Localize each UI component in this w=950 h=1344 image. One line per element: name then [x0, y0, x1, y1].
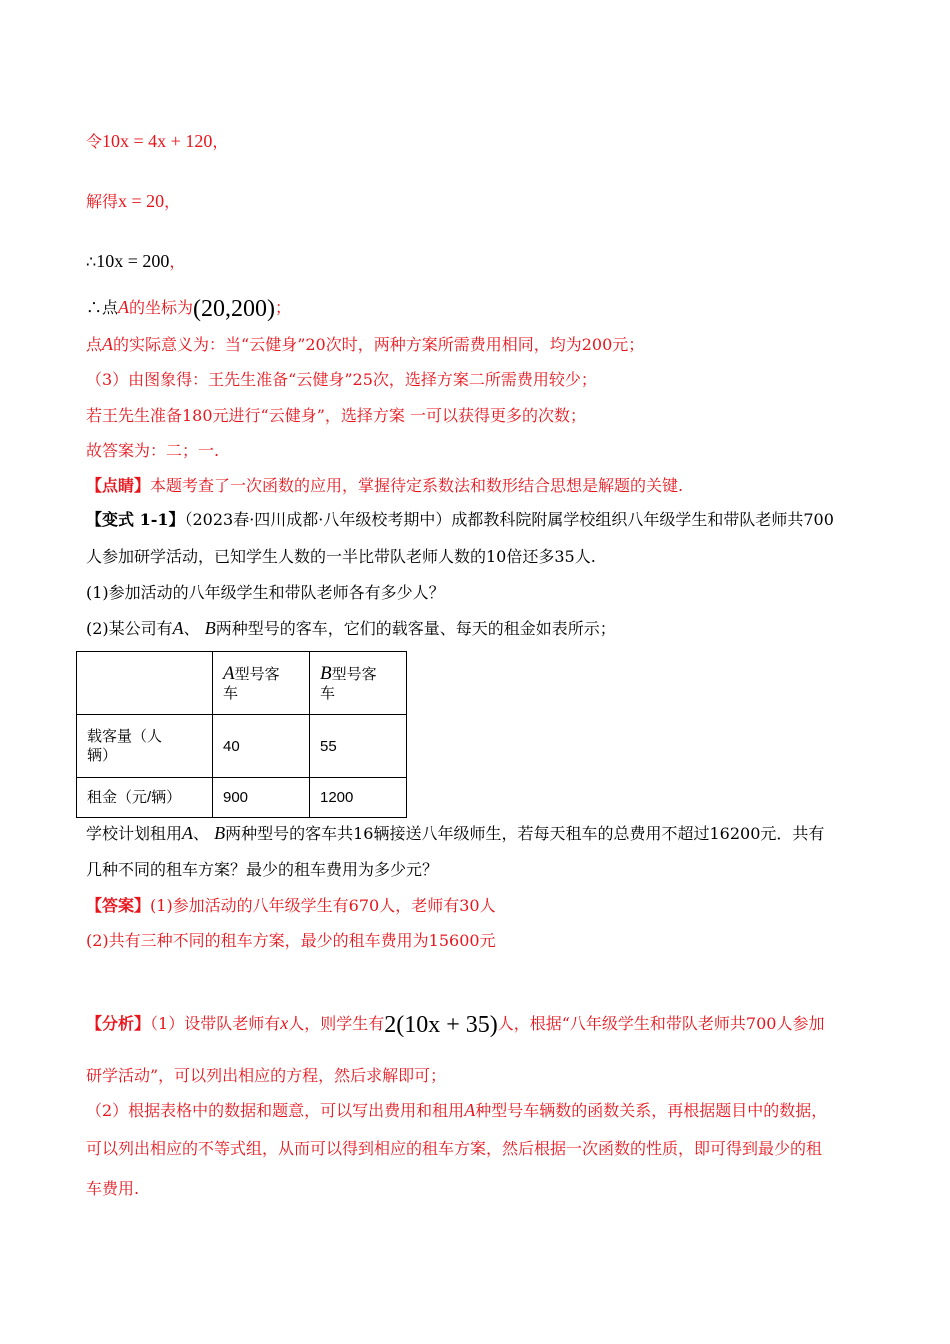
- text: ，: [164, 192, 181, 211]
- text: 载客量（人: [87, 728, 163, 745]
- text: 辆）: [87, 747, 118, 764]
- point-var: A: [102, 334, 114, 354]
- variant-text: （2023春·四川成都·八年级校考期中）成都教科院附属学校组织八年级学生和带队老师共700: [184, 510, 834, 529]
- answer-text: (1)参加活动的八年级学生有670人，老师有30人: [150, 896, 496, 915]
- table-row: [77, 778, 407, 818]
- solution-line-2: [86, 190, 180, 213]
- text: 的坐标为: [129, 298, 194, 317]
- solution-line-8: 故答案为：二；一.: [86, 441, 220, 460]
- analysis-line-3: [86, 1099, 827, 1122]
- comment-text: 本题考查了一次函数的应用，掌握待定系数法和数形结合思想是解题的关键.: [150, 476, 684, 495]
- question-1: (1)参加活动的八年级学生和带队老师各有多少人？: [86, 583, 445, 602]
- table-cell: 1200: [310, 778, 407, 818]
- comment-tag: 【点睛】: [86, 476, 151, 495]
- var-a: A: [223, 662, 235, 684]
- text: 、: [193, 824, 210, 843]
- answer-line-1: [86, 895, 496, 917]
- solution-line-1: [86, 130, 228, 153]
- table-header-b: [310, 652, 407, 715]
- therefore-text: ∴点: [86, 298, 119, 317]
- text: 人，根据“八年级学生和带队老师共700人参加: [497, 1014, 825, 1033]
- text: 解得: [86, 192, 119, 211]
- text: ，: [212, 132, 229, 151]
- var-b: B: [204, 618, 216, 638]
- text: 型号客: [331, 665, 377, 683]
- table-cell: 900: [213, 778, 310, 818]
- text: ；: [275, 298, 292, 317]
- analysis-line-2: 研学活动”，可以列出相应的方程，然后求解即可；: [86, 1066, 447, 1085]
- text: 车: [320, 684, 336, 702]
- analysis-line-1: [86, 1012, 824, 1036]
- table-cell-empty: [77, 652, 213, 715]
- analysis-line-5: 车费用.: [86, 1179, 140, 1198]
- table-cell: 40: [213, 715, 310, 778]
- variant-line-2: 人参加研学活动，已知学生人数的一半比带队老师人数的10倍还多35人.: [86, 547, 596, 566]
- question-2: [86, 617, 616, 640]
- equation: 10x = 4x + 120: [102, 131, 213, 151]
- text: 车: [223, 684, 239, 702]
- text: 令: [86, 132, 103, 151]
- text: 人，则学生有: [288, 1014, 385, 1033]
- comment-line: [86, 475, 683, 497]
- solution-line-4: [86, 296, 291, 320]
- table-row: [77, 715, 407, 778]
- equation: x = 20: [118, 191, 165, 211]
- var-a: A: [172, 618, 184, 638]
- text: 点: [86, 335, 103, 354]
- table-header-a: [213, 652, 310, 715]
- variant-line-1: [86, 509, 834, 531]
- point-var: A: [118, 297, 130, 317]
- analysis-line-4: 可以列出相应的不等式组，从而可以得到相应的租车方案，然后根据一次函数的性质，即可得到最少的租: [86, 1139, 823, 1158]
- answer-tag: 【答案】: [86, 896, 151, 915]
- expression: 2(10x + 35): [384, 1012, 498, 1038]
- solution-line-3: [86, 250, 185, 273]
- table-header-row: [77, 652, 407, 715]
- analysis-tag: 【分析】: [86, 1014, 151, 1033]
- after-table-line-1: [86, 822, 824, 845]
- answer-line-2: (2)共有三种不同的租车方案，最少的租车费用为15600元: [86, 931, 496, 950]
- equation: 10x = 200: [96, 251, 170, 271]
- text: 种型号车辆数的函数关系，再根据题目中的数据，: [475, 1101, 828, 1120]
- text: 学校计划租用: [86, 824, 183, 843]
- therefore-symbol: ∴: [86, 252, 97, 271]
- solution-line-6: （3）由图象得：王先生准备“云健身”25次，选择方案二所需费用较少；: [86, 370, 597, 389]
- rental-table: [76, 651, 407, 818]
- text: ，: [169, 252, 186, 271]
- var-x: x: [280, 1013, 289, 1033]
- after-table-line-2: 几种不同的租车方案？最少的租车费用为多少元？: [86, 860, 439, 879]
- var-a: A: [182, 823, 194, 843]
- solution-line-5: [86, 333, 644, 356]
- var-b: B: [320, 662, 332, 684]
- text: 的实际意义为：当“云健身”20次时，两种方案所需费用相同，均为200元；: [113, 335, 645, 354]
- variant-tag: 【变式 1-1】: [86, 510, 185, 529]
- text: （1）设带队老师有: [150, 1014, 281, 1033]
- text: 两种型号的客车，它们的载客量、每天的租金如表所示；: [215, 619, 616, 638]
- solution-line-7: 若王先生准备180元进行“云健身”，选择方案 一可以获得更多的次数；: [86, 406, 586, 425]
- table-cell: 55: [310, 715, 407, 778]
- text: 两种型号的客车共16辆接送八年级师生，若每天租车的总费用不超过16200元．共有: [225, 824, 825, 843]
- coordinate: (20,200): [193, 296, 276, 322]
- table-row-label: 租金（元/辆）: [77, 778, 213, 818]
- text: 型号客: [234, 665, 280, 683]
- text: 、: [183, 619, 200, 638]
- var-a: A: [464, 1100, 476, 1120]
- text: （2）根据表格中的数据和题意，可以写出费用和租用: [86, 1101, 465, 1120]
- text: (2)某公司有: [86, 619, 173, 638]
- var-b: B: [214, 823, 226, 843]
- table-row-label: [77, 715, 213, 778]
